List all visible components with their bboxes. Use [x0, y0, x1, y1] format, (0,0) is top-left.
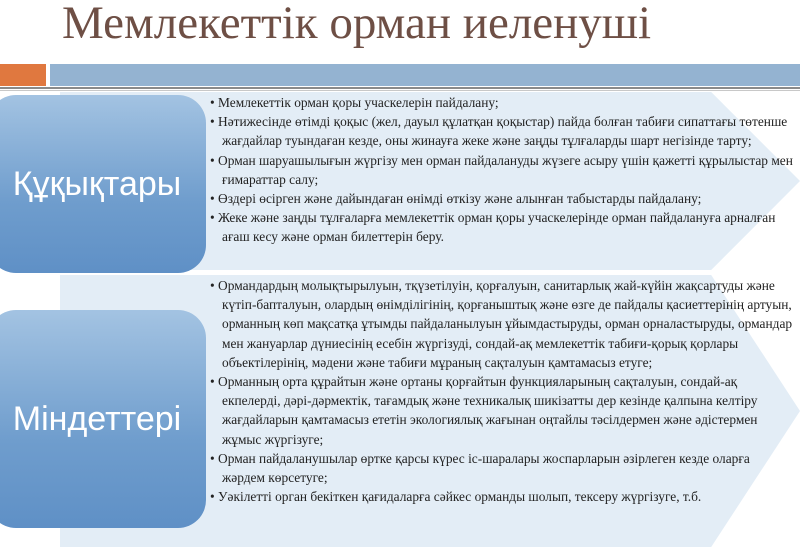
- section-label-rights: Құқықтары: [0, 95, 206, 273]
- list-item: • Мемлекеттік орман қоры учаскелерін пайдалану;: [210, 93, 795, 112]
- slide-title: Мемлекеттік орман иеленуші: [62, 0, 652, 49]
- rights-list: [210, 93, 795, 247]
- divider: [0, 87, 800, 89]
- divider: [0, 90, 800, 91]
- header-bar: [50, 64, 800, 86]
- list-item: • Өздері өсірген және дайындаған өнімді өткізу және алынған табыстарды пайдалану;: [210, 189, 795, 208]
- list-item: • Жеке және заңды тұлғаларға мемлекеттік орман қоры учаскелерінде орман пайдалануға арналған ағаш кесу және орман билеттерін беру.: [210, 208, 795, 246]
- list-item: • Орман шаруашылығын жүргізу мен орман пайдалануды жүзеге асыру үшін қажетті құрылыстар мен ғимараттар салу;: [210, 151, 795, 189]
- section-label-duties: Міндеттері: [0, 310, 206, 528]
- list-item: • Орманның орта құрайтын және ортаны қорғайтын функцияларының сақталуын, сондай-ақ екпелерді, дәрі-дәрмектік, тағамдық және техникалық шикізатты дер кезінде қалпына келтіру жағдайларын қамтамасыз ететін экологиялық жағынан оңтайлы тәсілдермен және әдістермен жұмыс жүргізуге;: [210, 372, 795, 449]
- duties-list: [210, 276, 795, 506]
- list-item: • Нәтижесінде өтімді қоқыс (жел, дауыл құлатқан қоқыстар) пайда болған табиғи сипаттағы төтенше жағдайлар туындаған кезде, оны жинауға жеке және заңды тұлғаларды шарт негізінде тарту;: [210, 112, 795, 150]
- list-item: • Уәкілетті орган бекіткен қағидаларға сәйкес орманды шолып, тексеру жүргізуге, т.б.: [210, 487, 795, 506]
- orange-accent-block: [0, 64, 46, 86]
- list-item: • Ормандардың молықтырылуын, тқүзетілуін, қорғалуын, санитарлық жай-күйін жақсартуды және күтіп-бапталуын, олардың өнімділігінің, қорғаныштық және өзге де пайдалы қасиеттерінің артуын, орманның көп мақсатқа ұтымды пайдаланылуын ұйымдастыруды, орман орналастыруды, ормандар мен жануарлар дүниесінің есебін жүргізуді, сондай-ақ мемлекеттік табиғи-қорық қорлары объектілерінің, мәдени және табиғи мұраның сақталуын қамтамасыз етуге;: [210, 276, 795, 372]
- list-item: • Орман пайдаланушылар өртке қарсы күрес іс-шаралары жоспарларын әзірлеген кезде оларға жәрдем көрсетуге;: [210, 449, 795, 487]
